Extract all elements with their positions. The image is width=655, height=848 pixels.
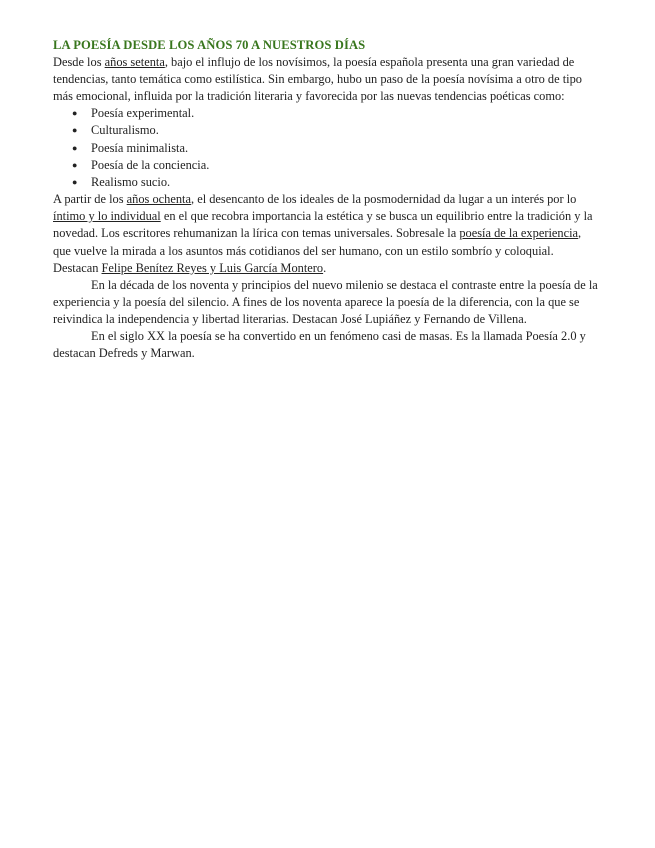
siglo-xx-paragraph: En el siglo XX la poesía se ha convertido en un fenómeno casi de masas. Es la llamada Poesía 2.0 y destacan Defreds y Marwan.: [53, 329, 586, 361]
para2-underline-poesia-experiencia: poesía de la experiencia: [459, 226, 579, 241]
list-item: [72, 157, 601, 174]
list-item-label: Poesía minimalista.: [91, 140, 189, 155]
para2-text-5: .: [323, 260, 327, 275]
para2-underline-authors: Felipe Benítez Reyes y Luis García Montero: [101, 260, 324, 275]
tendencies-list: [53, 105, 601, 191]
list-item-label: Poesía de la conciencia.: [91, 157, 210, 172]
ochenta-paragraph: [53, 191, 601, 276]
noventa-paragraph: En la década de los noventa y principios del nuevo milenio se destaca el contraste entre la poesía de la experiencia y la poesía del silencio. A fines de los noventa aparece la poesía de la diferencia, con la que se reivindica la independencia y libertad literarias. Destacan José Lupiáñez y Fernando de Villena.: [53, 277, 598, 326]
para2-text-1: A partir de los: [53, 192, 127, 207]
document-page: [53, 37, 601, 362]
intro-paragraph: [53, 54, 601, 105]
document-title: LA POESÍA DESDE LOS AÑOS 70 A NUESTROS DÍAS: [53, 38, 366, 52]
bullet-icon: ●: [72, 125, 78, 136]
list-item-label: Poesía experimental.: [91, 106, 195, 121]
bullet-icon: ●: [72, 108, 78, 119]
intro-underline-anos-setenta: años setenta: [104, 55, 165, 69]
bullet-icon: ●: [72, 159, 78, 170]
para2-text-4: , que vuelve la mirada a los asuntos más cotidianos del ser humano, con un estilo sombrío y coloquial. Destacan: [53, 226, 582, 275]
list-item-label: Realismo sucio.: [91, 175, 171, 190]
para2-underline-intimo: íntimo y lo individual: [53, 209, 161, 224]
list-item: [72, 122, 601, 139]
para2-underline-anos-ochenta: años ochenta: [126, 192, 191, 207]
list-item: [72, 174, 601, 191]
list-item-label: Culturalismo.: [91, 123, 159, 138]
bullet-icon: ●: [72, 142, 78, 153]
intro-text-1: Desde los: [53, 55, 105, 69]
para2-text-3: en el que recobra importancia la estética y se busca un equilibrio entre la tradición y la novedad. Los escritores rehumanizan la lírica con temas universales. Sobresale la: [53, 209, 593, 241]
bullet-icon: ●: [72, 177, 78, 188]
para2-text-2: , el desencanto de los ideales de la posmodernidad da lugar a un interés por lo: [191, 192, 577, 207]
list-item: [72, 105, 601, 122]
intro-text-2: , bajo el influjo de los novísimos, la poesía española presenta una gran variedad de tendencias, tanto temática como estilística. Sin embargo, hubo un paso de la poesía novísima a otro de tipo más emocional, influida por la tradición literaria y favorecida por las nuevas tendencias poéticas como:: [53, 55, 582, 104]
list-item: [72, 140, 601, 157]
